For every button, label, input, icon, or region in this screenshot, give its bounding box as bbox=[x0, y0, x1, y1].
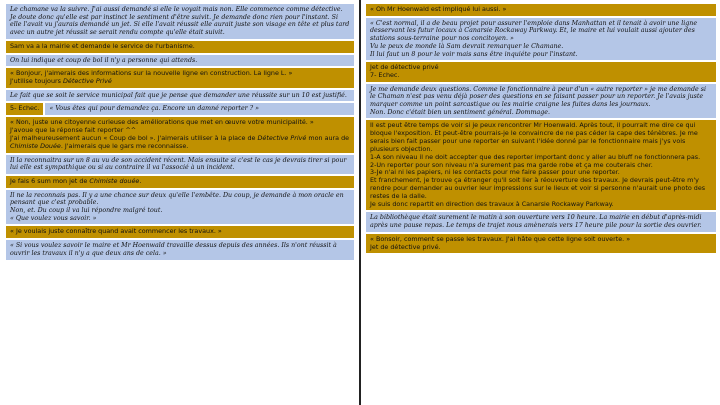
dialogue-block bbox=[6, 117, 354, 152]
dialogue-line: « Que voulez vous savoir. » bbox=[10, 214, 97, 222]
roll-result-text: 5- Echec. bbox=[10, 104, 40, 113]
roll-result bbox=[6, 103, 43, 115]
note-block bbox=[366, 18, 716, 60]
dialogue-line: « Si vous voulez savoir le maire et Mr Hoenwald travaille dessus depuis des années. Ils n'ont réussit à ouvrir les travaux il n'y a que deux ans de cela. » bbox=[10, 242, 337, 257]
action-block bbox=[6, 41, 354, 53]
note-block bbox=[6, 90, 354, 102]
roll-result bbox=[366, 62, 716, 82]
dialogue-block bbox=[366, 4, 716, 16]
dialogue-line: « Bonjour, j'aimerais des informations sur la nouvelle ligne en construction. La ligne L. » bbox=[10, 69, 293, 78]
dialogue-line: « Oh Mr Hoenwald est impliqué lui aussi. » bbox=[370, 5, 507, 13]
note-block bbox=[366, 212, 716, 231]
roll-note: J'utilise toujours Détective Privé bbox=[10, 76, 112, 85]
dialogue-line: « C'est normal, il a de beau projet pour assurer l'emploie dans Manhattan et il tenait à avoir une ligne desservant les futur locaux à Canarsie Rockaway Parkway. Et, le maire et lui voulait aussi ajouter des stations sous-terraine pour nos concitoyen. » bbox=[370, 19, 698, 43]
note-line: Je me demande deux questions. Comme le fonctionnaire à peur d'un « autre reporter » je me demande si le Chaman n'est pas venu déjà poser des questions en se faisant passer pour un reporter. Je l'avais juste marquer comme un point sarcastique ou les mairie craigne les fuites dans les journaux. bbox=[370, 85, 706, 109]
dialogue-line: « Je voulais juste connaître quand avait commencer les travaux. » bbox=[10, 227, 222, 236]
left-column bbox=[6, 4, 354, 262]
dialogue-block bbox=[366, 234, 716, 254]
dialogue-line: « Bonsoir, comment se passe les travaux. J'ai hâte que cette ligne soit ouverte. » bbox=[370, 234, 631, 243]
note-line: J'avoue que la réponse fait reporter ^^ bbox=[10, 126, 137, 135]
note-line: Non. Donc c'était bien un sentiment général. Dommage. bbox=[370, 108, 550, 116]
objection-item: 2-Un reporter pour son niveau n'a surement pas ma garde robe et ça me couterais cher. bbox=[370, 160, 653, 169]
note-block bbox=[6, 155, 354, 174]
column-divider bbox=[359, 0, 361, 405]
note-text: Le chamane va la suivre. J'ai aussi demandé si elle le voyait mais non. Elle commence comme détective. Je doute donc qu'elle est par instinct le sentiment d'être suivit. Je demande donc rien pour l'instant. Si elle l'avait vu j'aurais demandé un jet. Si elle l'avait réussit elle aurait juste son visage en tête et plus tard avec un autre jet réussit se serait rendu compte qu'elle était suivit. bbox=[10, 6, 350, 37]
note-text: Le fait que se soit le service municipal fait que je pense que demander une réussite sur un 10 est justifié. bbox=[10, 91, 347, 99]
roll-label: Jet de détective privé bbox=[370, 63, 439, 72]
note-text: On lui indique et coup de bol il n'y a personne qui attends. bbox=[10, 56, 198, 64]
dialogue-block bbox=[6, 240, 354, 259]
objection-item: 1-A son niveau il ne doit accepter que des reporter important donc y aller au bluff ne fonctionnera pas. bbox=[370, 152, 701, 161]
roll-label: Jet de détective privé. bbox=[370, 242, 441, 251]
note-line: Et franchement, je trouve ça étranger qu'il soit lier à réouverture des travaux. Je devrais peut-être m'y rendre pour demander au ouvrier leur impressions sur le lieux et voir si personne n'aurait une photo des restes de la dalle. bbox=[370, 176, 706, 200]
roll-result: Je fais 6 sum mon jet de Chimiste douée. bbox=[6, 176, 354, 188]
right-column bbox=[366, 4, 716, 255]
note-block bbox=[6, 55, 354, 67]
roll-row bbox=[6, 103, 354, 115]
note-line: Vu le peux de monde là Sam devrait remarquer le Chamane. bbox=[370, 42, 564, 50]
note-line: J'ai malheureusement aucun « Coup de bol ». J'aimerais utiliser à la place de Détective Privé mon aura de Chimiste Douée. J'aimerais que le gars me reconnaisse. bbox=[10, 133, 350, 150]
dialogue-line: « Non, juste une citoyenne curieuse des améliorations que met en œuvre votre municipalité. » bbox=[10, 118, 314, 127]
note-line: Il est peut être temps de voir si je peux rencontrer Mr Hoenwald. Après tout, il pourrait me dire ce qui bloque l'exposition. Et peut-être pourrais-je le convaincre de ne pas céder la cape des ténèbres. Je me serais bien fait passer pour une reporter en suivant l'idée donné par le fonctionnaire mais j'ys vois plusieurs objection. bbox=[370, 121, 698, 153]
note-line: Non, et. Du coup il va lui répondre malgré tout. bbox=[10, 207, 163, 215]
dialogue-block bbox=[6, 68, 354, 88]
dialogue-line: « Vous êtes qui pour demandez ça. Encore un damné reporter ? » bbox=[49, 105, 259, 113]
note-line: Il lui faut un 8 pour le voir mais sans être inquiéte pour l'instant. bbox=[370, 50, 578, 58]
plan-block bbox=[366, 120, 716, 210]
note-block bbox=[366, 84, 716, 119]
dialogue-block bbox=[6, 226, 354, 238]
note-block bbox=[6, 190, 354, 225]
note-text: La bibliothèque était surement le matin à son ouverture vers 10 heure. La mairie en début d'après-midi après une pause repas. Le temps de trajet nous amènerais vers 17 heure pile pour la sortie des ouvrier. bbox=[370, 214, 702, 230]
action-text: Sam va a la mairie et demande le service de l'urbanisme. bbox=[10, 41, 195, 50]
note-block bbox=[6, 4, 354, 39]
roll-result-text: 7- Echec. bbox=[370, 70, 400, 79]
note-line: Je suis donc repartit en direction des travaux à Canarsie Rockaway Parkway. bbox=[370, 199, 614, 208]
dialogue-block bbox=[45, 103, 354, 115]
objection-item: 3-Je n'ai ni les papiers, ni les contacts pour me faire passer pour une reporter. bbox=[370, 168, 620, 177]
note-line: Il ne la reconnais pas. Il y a une chance sur deux qu'elle l'embête. Du coup, je demande à mon oracle en pensant que c'est probable. bbox=[10, 191, 344, 207]
note-text: Il la reconnaitra sur un 8 au vu de son accident récent. Mais ensuite si c'est le cas je devrais tirer si pour lui elle est sympathique ou si au contraire il va l'associé à un incident. bbox=[10, 156, 347, 172]
